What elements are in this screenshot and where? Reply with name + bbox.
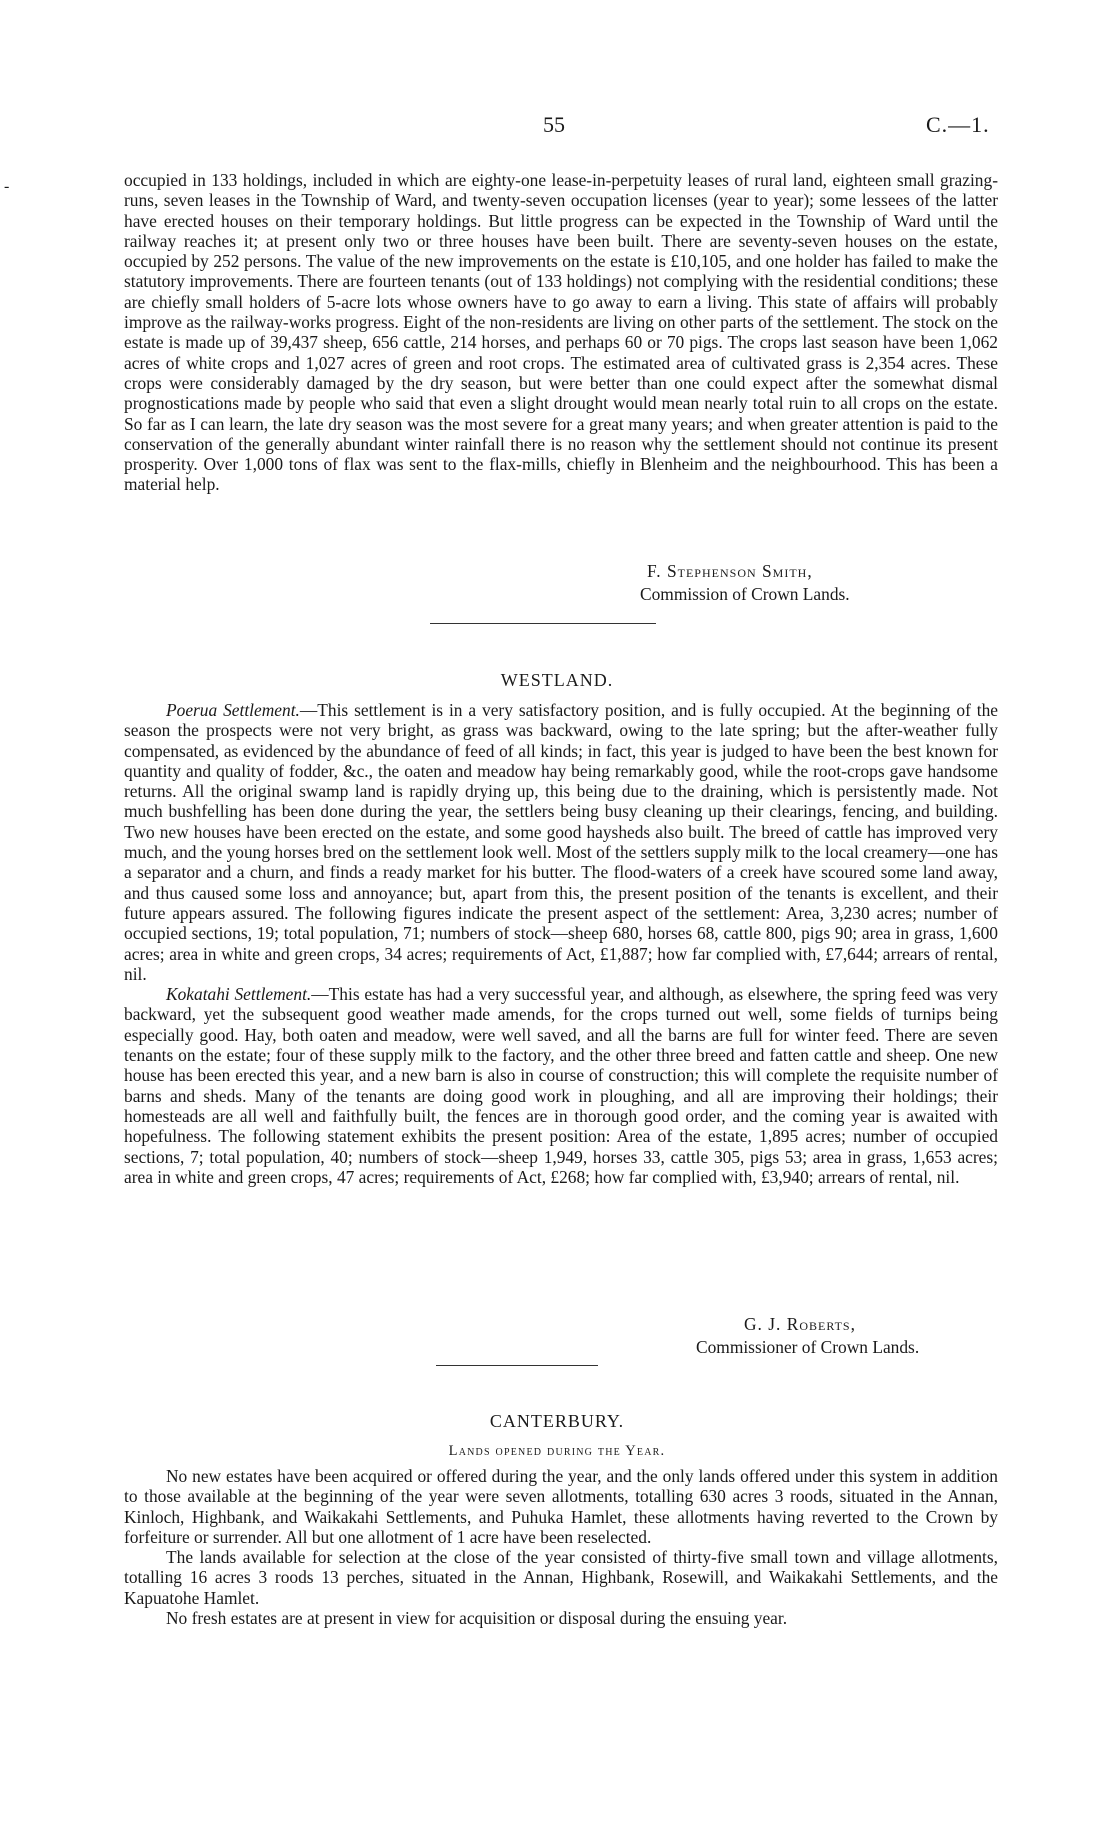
canterbury-subheading: Lands opened during the Year. bbox=[448, 1443, 666, 1459]
canterbury-heading: CANTERBURY. bbox=[489, 1411, 625, 1431]
poerua-paragraph bbox=[124, 700, 998, 984]
kokatahi-text: —This estate has had a very successful year, and although, as elsewhere, the spring feed was very backward, yet the subsequent good weather made amends, for the crops turned out well, some fields of turnips being especially good. Hay, both oaten and meadow, were well saved, and all the barns are full for winter feed. There are seven tenants on the estate; four of these supply milk to the factory, and the other three breed and fatten cattle and sheep. One new house has been erected this year, and a new barn is also in course of construction; this will complete the requisite number of barns and sheds. Many of the tenants are doing good work in ploughing, and all are improving their holdings; their homesteads are all well and faithfully built, the fences are in thorough good order, and the coming year is awaited with hopefulness. The following statement exhibits the present position: Area of the estate, 1,895 acres; number of occupied sections, 7; total population, 40; numbers of stock—sheep 1,949, horses 33, cattle 305, pigs 53; area in grass, 1,653 acres; area in white and green crops, 47 acres; requirements of Act, £268; how far complied with, £3,940; arrears of rental, nil. bbox=[124, 984, 998, 1187]
continuation-paragraph: occupied in 133 holdings, included in which are eighty-one lease-in-perpetuity leases of rural land, eighteen small grazing-runs, seven leases in the Township of Ward, and twenty-seven occupation licenses (year to year); some lessees of the latter have erected houses on their temporary holdings. But little progress can be expected in the Township of Ward until the railway reaches it; at present only two or three houses have been built. There are seventy-seven houses on the estate, occupied by 252 persons. The value of the new improvements on the estate is £10,105, and one holder has failed to make the statutory improvements. There are fourteen tenants (out of 133 holdings) not complying with the residential conditions; these are chiefly small holders of 5-acre lots whose owners have to go away to earn a living. This state of affairs will probably improve as the railway-works progress. Eight of the non-residents are living on other parts of the settlement. The stock on the estate is made up of 39,437 sheep, 656 cattle, 214 horses, and perhaps 60 or 70 pigs. The crops last season have been 1,062 acres of white crops and 1,027 acres of green and root crops. The estimated area of cultivated grass is 2,354 acres. These crops were considerably damaged by the dry season, but were better than one could expect after the somewhat dismal prognostications made by people who said that even a slight drought would mean nearly total ruin to all crops on the estate. So far as I can learn, the late dry season was the most severe for a great many years; and when greater attention is paid to the conservation of the generally abundant winter rainfall there is no reason why the settlement should not continue its present prosperity. Over 1,000 tons of flax was sent to the flax-mills, chiefly in Blenheim and the neighbourhood. This has been a material help. bbox=[124, 170, 998, 495]
page-header bbox=[0, 112, 1114, 142]
signature-roberts bbox=[696, 1313, 919, 1359]
page-number: 55 bbox=[543, 112, 565, 137]
signature-title: Commissioner of Crown Lands. bbox=[696, 1337, 920, 1357]
canterbury-section bbox=[124, 1466, 998, 1628]
canterbury-paragraph-3: No fresh estates are at present in view for acquisition or disposal during the ensuing year. bbox=[166, 1608, 788, 1629]
signature-smith bbox=[640, 560, 850, 606]
continuation-section bbox=[124, 170, 998, 495]
westland-heading: WESTLAND. bbox=[500, 670, 614, 690]
kokatahi-title: Kokatahi Settlement. bbox=[166, 984, 312, 1005]
document-reference: C.—1. bbox=[926, 112, 990, 137]
margin-mark: - bbox=[4, 178, 10, 195]
signature-name: F. Stephenson Smith, bbox=[647, 561, 813, 581]
poerua-text: —This settlement is in a very satisfactory position, and is fully occupied. At the beginning of the season the prospects were not very bright, as grass was backward, owing to the late spring; but the after-weather fully compensated, as evidenced by the abundance of feed of all kinds; in fact, this year is judged to have been the best known for quantity and quality of fodder, &c., the oaten and meadow hay being remarkably good, while the root-crops gave handsome returns. All the original swamp land is rapidly drying up, this being due to the draining, which is persistently made. Not much bushfelling has been done during the year, the settlers being busy cleaning up their clearings, fencing, and building. Two new houses have been erected on the estate, and some good haysheds also built. The breed of cattle has improved very much, and the young horses bred on the settlement look well. Most of the settlers supply milk to the local creamery—one has a separator and a churn, and finds a ready market for his butter. The flood-waters of a creek have scoured some land away, and thus caused some loss and annoyance; but, apart from this, the present position of the tenants is excellent, and their future appears assured. The following figures indicate the present aspect of the settlement: Area, 3,230 acres; number of occupied sections, 19; total population, 71; numbers of stock—sheep 680, horses 68, cattle 800, pigs 90; area in grass, 1,600 acres; area in white and green crops, 34 acres; requirements of Act, £1,887; how far complied with, £7,644; arrears of rental, nil. bbox=[124, 700, 999, 984]
poerua-title: Poerua Settlement. bbox=[166, 700, 300, 720]
signature-title: Commission of Crown Lands. bbox=[640, 584, 850, 604]
section-divider bbox=[436, 1365, 598, 1366]
westland-section bbox=[124, 700, 998, 1187]
canterbury-paragraph-1: No new estates have been acquired or offered during the year, and the only lands offered under this system in addition to those available at the beginning of the year were seven allotments, totalling 630 acres 3 roods, situated in the Annan, Kinloch, Highbank, and Waikakahi Settlements, and Puhuka Hamlet, these allotments having reverted to the Crown by forfeiture or surrender. All but one allotment of 1 acre have been reselected. bbox=[124, 1466, 998, 1547]
signature-name: G. J. Roberts, bbox=[744, 1314, 856, 1334]
section-divider bbox=[430, 623, 656, 624]
kokatahi-paragraph bbox=[124, 984, 998, 1187]
canterbury-paragraph-2: The lands available for selection at the close of the year consisted of thirty-five small town and village allotments, totalling 16 acres 3 roods 13 perches, situated in the Annan, Highbank, Rosewill, and Waikakahi Settlements, and the Kapuatohe Hamlet. bbox=[124, 1547, 998, 1608]
